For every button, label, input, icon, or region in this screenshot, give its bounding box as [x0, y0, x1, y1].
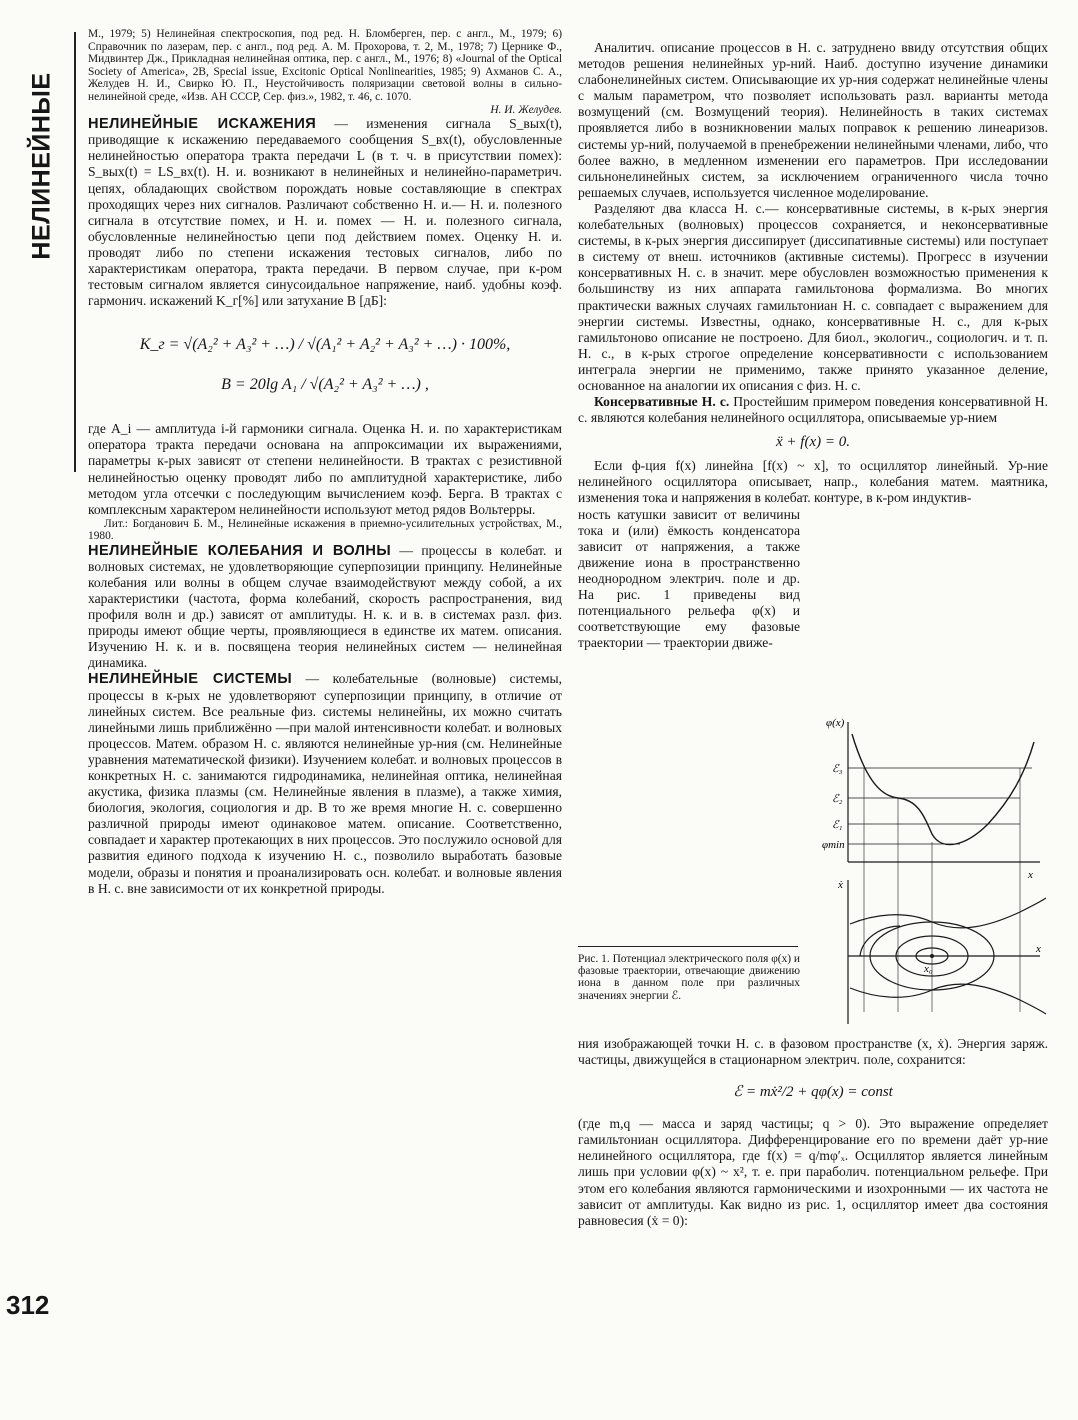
figure-caption: Рис. 1. Потенциал электрического поля φ(x) и фазовые траектории, отвечающие движению иона в данном поле при различных значениях энергии ℰ.	[578, 946, 800, 1002]
paragraph-linear: Если ф-ция f(x) линейна [f(x) ~ x], то осциллятор линейный. Ур-ние нелинейного осциллятора описывает, напр., колебания матем. маятника, изменения тока и напряжения в колебат. контуре, в к-ром индуктив-	[578, 458, 1048, 506]
formula-attenuation: B = 20lg A₁ / √(A₂² + A₃² + …) ,	[221, 376, 429, 394]
article-distortions-text: — изменения сигнала S_вых(t), приводящие к искажению передаваемого сообщения S_вх(t), обусловленные нелинейностью оператора тракта передачи L (в т. ч. в присутствии помех): S_вых(t) = LS_вх(t). Н. и. возникают в нелинейных и нелинейно-параметрич. цепях, обладающих свойством порождать новые составляющие в спектрах проходящих через них сигналов. Различают собственно Н. и.— Н. и. полезного сигнала в отсутствие помех, и Н. и. помех — Н. и. полезного сигнала, обусловленные нелинейностью цепи под действием помех. Оценку Н. и. проводят либо по степени искажения тестовых сигналов, либо по характеристикам оператора, тракта передачи. В первом случае, при к-ром тестовым сигналом является синусоидальное напряжение, наиб. удобны коэф. гармонич. искажений K_г[%] или затухание B [дБ]:	[88, 116, 563, 309]
article-systems-head: НЕЛИНЕЙНЫЕ СИСТЕМЫ	[88, 671, 293, 688]
equation-energy: ℰ = mẋ²/2 + qφ(x) = const	[733, 1084, 893, 1101]
equation-oscillator: ẍ + f(x) = 0.	[776, 434, 850, 451]
paragraph-hamiltonian: (где m,q — масса и заряд частицы; q > 0). Это выражение определяет гамильтониан осциллятора. Дифференцирование его по времени даёт ур-ние нелинейного осциллятора, где f(x) = q/mφ′ₓ. Осциллятор является линейным лишь при условии φ(x) ~ x², т. е. при параболич. потенциальном рельефе. При этом его колебания являются гармоническими и изохронными — их частота не зависит от амплитуды. Как видно из рис. 1, осциллятор имеет два состояния равновесия (ẋ = 0):	[578, 1116, 1048, 1228]
label-e3: ℰ₃	[832, 763, 843, 775]
margin-rule	[74, 32, 76, 472]
right-column	[578, 40, 1048, 651]
label-xdot: ẋ	[838, 879, 843, 891]
article-distortions-head: НЕЛИНЕЙНЫЕ ИСКАЖЕНИЯ	[88, 116, 317, 133]
article-oscillations	[88, 543, 562, 672]
paragraph-analytic: Аналитич. описание процессов в Н. с. затруднено ввиду отсутствия общих методов решения нелинейных ур-ний. Наиб. доступно изучение динамики слабонелинейных систем. Описывающие их ур-ния содержат нелинейные члены с малым параметром, что позволяет использовать разл. варианты метода возмущений (см. Возмущений теория). Нелинейность в таких системах проявляется либо в возникновении малых поправок к решению линеаризов. системы ур-ний, получаемой в пренебрежении нелинейными членами, либо, что более важно, в медленном изменении его параметров. При исследовании сильнонелинейных систем, за исключением ограниченного числа точно решаемых случаев, используется численное моделирование.	[578, 40, 1048, 200]
label-x2: x	[1036, 943, 1041, 955]
article-systems	[88, 671, 562, 896]
running-title: НЕЛИНЕЙНЫЕ	[27, 72, 56, 260]
paragraph-wrapped: ность катушки зависит от величины тока и (или) ёмкость конденсатора зависит от напряжения, а также движение иона в пространственно неоднородном электрич. поле и др. На рис. 1 приведены вид потенциального рельефа φ(x) и соответствующие ему фазовые траектории — траектории движе-	[578, 506, 800, 651]
article-oscillations-text: — процессы в колебат. и волновых системах, не удовлетворяющие суперпозиции принципу. Нелинейные колебания или волны в общем случае взаимодействуют между собой, а их характеристики (частота, форма колебаний, скорость распространения, вид профиля волн и др.) зависят от амплитуды. Н. к. и в. в системах разл. физ. природы имеют общие черты, проявляющиеся в единстве их матем. описания. Изучению Н. к. и в. посвящена теория нелинейных систем — нелинейная динамика.	[88, 542, 562, 671]
article-distortions	[88, 116, 562, 309]
figure-potential-phase	[820, 712, 1052, 1024]
article-oscillations-head: НЕЛИНЕЙНЫЕ КОЛЕБАНИЯ И ВОЛНЫ	[88, 542, 392, 559]
paragraph-classes: Разделяют два класса Н. с.— консервативные системы, в к-рых энергия колебательных (волновых) процессов сохраняется, и неконсервативные системы, в к-рых энергия диссипирует (диссипативные системы) или поступает в систему от внеш. источников (активные системы). Прогресс в изучении консервативных Н. с. в значит. мере обусловлен возможностью применения к большинству из них аппарата гамильтонова формализма. Во многих практически важных случаях гамильтониан Н. с. совпадает с выражением для энергии системы. Известны, однако, консервативные Н. с., для к-рых гамильтоново описание не построено. Для биол., экологич., социологич. и т. п. Н. с., в к-рых строгое определение консервативности с использованием интеграла энергии не применимо, также принято указанное деление, основанное на аналогии их описания с физ. Н. с.	[578, 200, 1048, 393]
label-x0: x₀	[924, 963, 933, 975]
article-distortions-continued: где A_i — амплитуда i-й гармоники сигнала. Оценка Н. и. по характеристикам оператора тракта передачи основана на аппроксимации их выражениями, параметры к-рых зависят от степени нелинейности. В трактах с резистивной нелинейностью оценку проводят либо по амплитудной характеристике, либо методом угла отсечки с последующим вычислением коэф. Берга. В трактах с комплексным характером нелинейности используют метод рядов Вольтерры.	[88, 421, 562, 517]
references-block	[88, 28, 562, 116]
paragraph-conservative	[578, 394, 1048, 426]
paragraph-phase-space: ния изображающей точки Н. с. в фазовом пространстве (x, ẋ). Энергия заряж. частицы, движущейся в стационарном электрич. поле, сохранится:	[578, 1036, 1048, 1068]
label-e1: ℰ₁	[832, 819, 843, 831]
equilibrium-point	[930, 954, 934, 958]
article-systems-text: — колебательные (волновые) системы, процессы в к-рых не удовлетворяют суперпозиции принципу, в отличие от линейных систем. Все реальные физ. системы нелинейны, их можно считать линейными лишь приближённо —при малой интенсивности колебат. и волновых процессов. Матем. образом Н. с. являются нелинейные ур-ния (см. Нелинейные уравнения математической физики). Изучением колебат. и волновых процессов в конкретных Н. с. занимаются гидродинамика, нелинейная оптика, нелинейная акустика, физика плазмы (см. Нелинейные явления в плазме), а также химия, биология, экология, социология и др. В то же время многие Н. с. совершенно различной природы имеют одинаковое матем. описание. Соответственно, совпадает и характер протекающих в них процессов. Это послужило основой для развития единого подхода к изучению Н. с., позволило выработать базовые модели, образы и понятия и проанализировать осн. колебат. и волновые явления в Н. с. вне зависимости от их конкретной природы.	[88, 671, 562, 896]
conservative-head: Консервативные Н. с.	[594, 394, 730, 410]
article-distortions-literature: Лит.: Богданович Б. М., Нелинейные искажения в приемно-усилительных устройствах, М., 1980.	[88, 517, 562, 543]
label-phi: φ(x)	[826, 717, 845, 729]
page-number: 312	[6, 1290, 50, 1320]
figure-svg	[820, 712, 1052, 1024]
right-column-bottom	[578, 1036, 1048, 1229]
left-column	[88, 28, 562, 897]
label-phimin: φmin	[822, 839, 845, 851]
references-text: М., 1979; 5) Нелинейная спектроскопия, под ред. Н. Бломберген, пер. с англ., М., 1979; 6) Справочник по лазерам, пер. с англ., под ред. А. М. Прохорова, т. 2, М., 1978; 7) Цернике Ф., Мидвинтер Дж., Прикладная нелинейная оптика, пер. с англ., М., 1976; 8) «Journal of the Optical Society of America», 2В, Special issue, Excitonic Optical Nonlinearities, 1985; 9) Ахманов С. А., Желудев Н. И., Свирко Ю. П., Неустойчивость поляризации световой волны в сильно-нелинейной среде, «Изв. АН СССР, Сер. физ.», 1982, т. 46, с. 1070.	[88, 28, 562, 103]
phase-open-left	[860, 926, 900, 956]
label-x: x	[1028, 869, 1033, 881]
formula-harmonic-coefficient: K_г = √(A₂² + A₃² + …) / √(A₁² + A₂² + A₃² + …) · 100%,	[139, 336, 511, 354]
potential-curve	[852, 734, 1034, 845]
references-signature: Н. И. Желудев.	[490, 103, 562, 116]
label-e2: ℰ₂	[832, 793, 843, 805]
conservative-text: Простейшим примером поведения консервативной Н. с. являются колебания нелинейного осциллятора, описываемые ур-нием	[578, 394, 1049, 426]
